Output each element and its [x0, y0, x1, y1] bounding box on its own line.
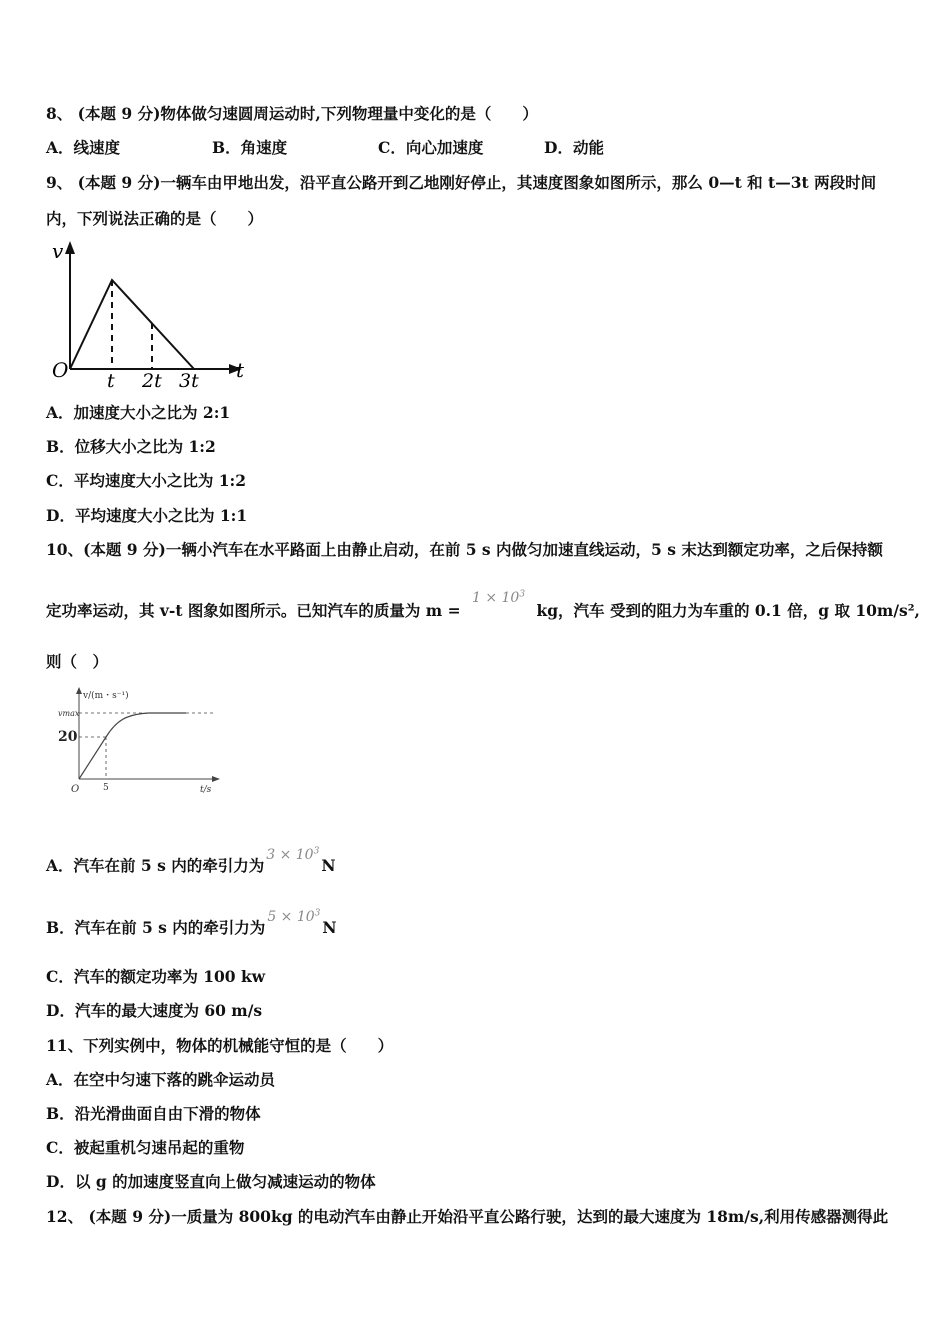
q8-option-d: D．动能	[544, 138, 604, 157]
q10-stem-line2-b: kg，汽车 受到的阻力为车重的 0.1 倍，g 取 10m/s²,	[536, 601, 920, 620]
q8-option-a: A．线速度	[46, 138, 121, 157]
q10-graph-x-label: t/s	[200, 785, 212, 795]
q10-stem-line2	[46, 589, 920, 621]
q10-option-b: B．汽车在前 5 s 内的牵引力为$5 \times 10^3N$	[46, 908, 337, 937]
q10-option-b-value: $5 \times 10^3$	[267, 908, 321, 925]
q11-option-c: C．被起重机匀速吊起的重物	[46, 1138, 245, 1157]
q11-option-d: D．以 g 的加速度竖直向上做匀减速运动的物体	[46, 1172, 376, 1191]
q9-graph-origin: O	[52, 358, 69, 382]
q8-option-c: C．向心加速度	[378, 138, 484, 157]
q9-option-c: C．平均速度大小之比为 1:2	[46, 471, 247, 490]
q10-graph-vmax: vmax	[58, 709, 80, 718]
q10-stem-line3: 则（ ）	[46, 652, 109, 671]
q9-stem-line2: 内，下列说法正确的是（ ）	[46, 209, 264, 228]
q10-option-c: C．汽车的额定功率为 100 kw	[46, 967, 266, 986]
q9-graph-y-label: v	[52, 239, 64, 263]
q10-option-a: A．汽车在前 5 s 内的牵引力为$3 \times 10^3N$	[46, 846, 336, 875]
q10-stem-line1: 10、(本题 9 分)一辆小汽车在水平路面上由静止启动，在前 5 s 内做匀加速直线运动，5 s 末达到额定功率，之后保持额	[46, 540, 883, 559]
q9-vt-graph	[48, 236, 258, 396]
q12-stem: 12、 (本题 9 分)一质量为 800kg 的电动汽车由静止开始沿平直公路行驶，达到的最大速度为 18m/s,利用传感器测得此	[46, 1207, 889, 1226]
q9-tick-2t: 2t	[142, 370, 162, 392]
q10-vt-graph	[54, 684, 229, 799]
q10-option-a-value: $3 \times 10^3$	[266, 846, 320, 863]
q10-stem-line2-a: 定功率运动，其 v-t 图象如图所示。已知汽车的质量为 m =	[46, 601, 461, 620]
q10-graph-x-tick: 5	[103, 783, 109, 793]
q10-graph-origin: O	[71, 784, 80, 795]
q9-graph-x-label: t	[236, 358, 245, 382]
q10-graph-y-label: v/(m・s⁻¹)	[83, 691, 129, 701]
q11-stem: 11、下列实例中，物体的机械能守恒的是（ ）	[46, 1036, 394, 1055]
q9-option-a: A．加速度大小之比为 2:1	[46, 403, 231, 422]
q9-stem-line1: 9、 (本题 9 分)一辆车由甲地出发，沿平直公路开到乙地刚好停止，其速度图象如图所示，那么 0—t 和 t—3t 两段时间	[46, 173, 877, 192]
q10-graph-y-tick: 20	[58, 729, 78, 745]
q9-tick-t: t	[107, 370, 115, 392]
q11-option-a: A．在空中匀速下落的跳伞运动员	[46, 1070, 276, 1089]
q10-option-d: D．汽车的最大速度为 60 m/s	[46, 1001, 263, 1020]
q9-option-d: D．平均速度大小之比为 1:1	[46, 506, 248, 525]
q10-mass-value: $1 \times 10^3$	[471, 589, 526, 606]
q8-option-b: B．角速度	[212, 138, 288, 157]
q9-tick-3t: 3t	[179, 370, 199, 392]
q9-option-b: B．位移大小之比为 1:2	[46, 437, 216, 456]
q8-stem: 8、 (本题 9 分)物体做匀速圆周运动时,下列物理量中变化的是（ ）	[46, 104, 538, 123]
q11-option-b: B．沿光滑曲面自由下滑的物体	[46, 1104, 261, 1123]
